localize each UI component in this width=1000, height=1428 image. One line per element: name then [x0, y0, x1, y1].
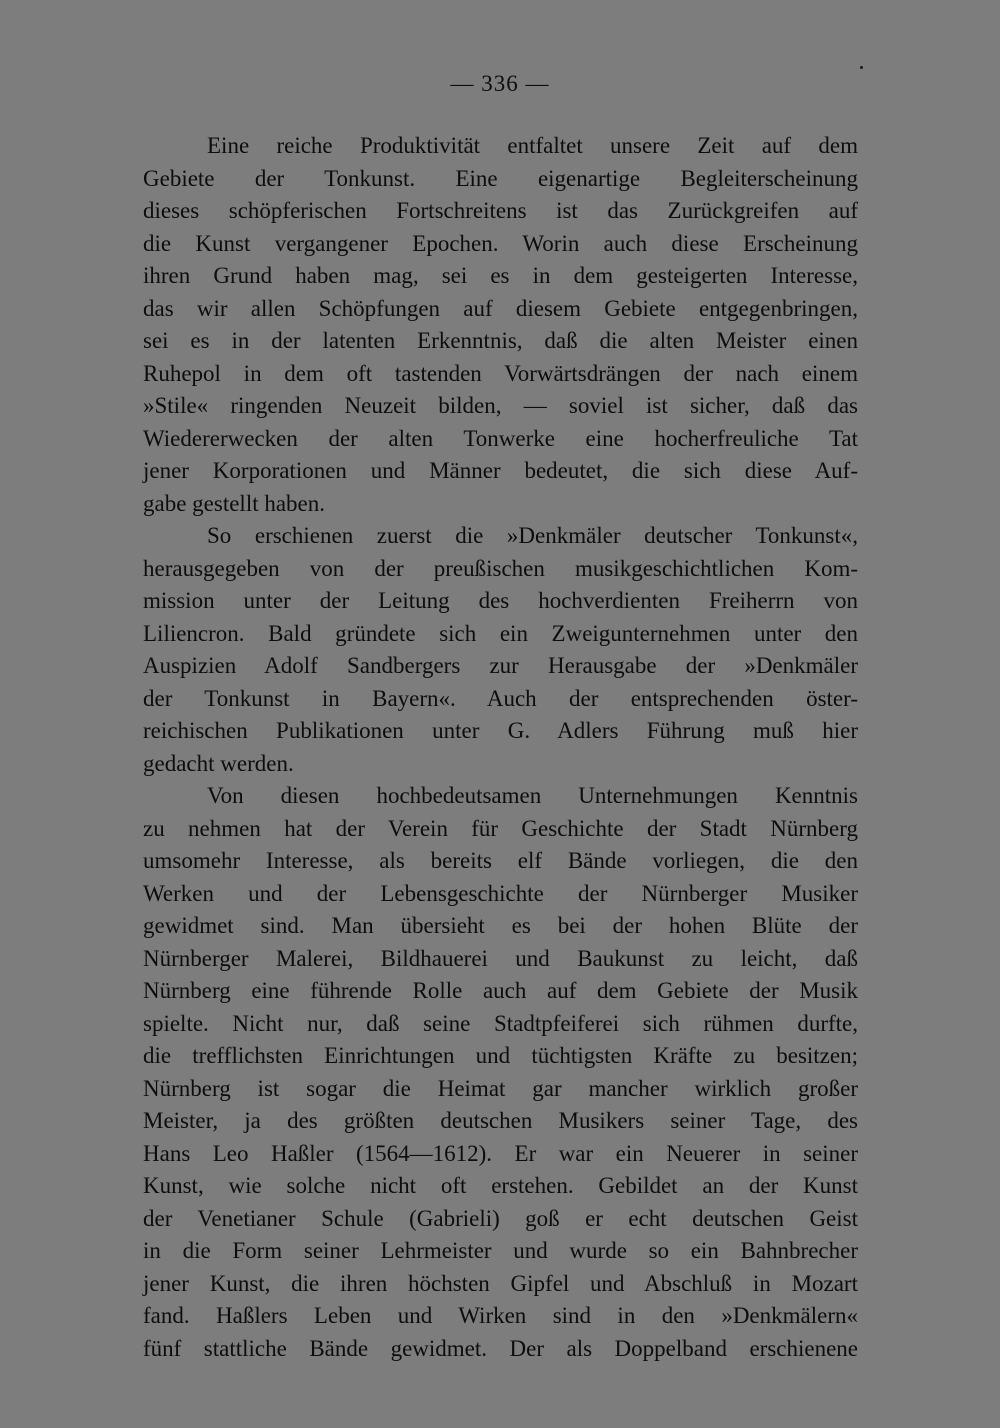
text-line: gabe gestellt haben.: [143, 490, 326, 516]
text-line: ihren Grund haben mag, sei es in dem gesteigerten Interesse,: [143, 263, 858, 288]
text-line: fand. Haßlers Leben und Wirken sind in den »Denkmälern«: [143, 1303, 858, 1328]
text-line: Werken und der Lebensgeschichte der Nürnberger Musiker: [143, 880, 858, 906]
paragraph-1: [143, 130, 858, 520]
text-line: Nürnberg eine führende Rolle auch auf dem Gebiete der Musik: [143, 978, 858, 1003]
text-line: sei es in der latenten Erkenntnis, daß die alten Meister einen: [143, 328, 858, 353]
text-line: die trefflichsten Einrichtungen und tüchtigsten Kräfte zu besitzen;: [143, 1043, 858, 1068]
text-line: mission unter der Leitung des hochverdienten Freiherrn von: [143, 588, 858, 613]
text-line: umsomehr Interesse, als bereits elf Bände vorliegen, die den: [143, 848, 858, 873]
page-number: — 336 —: [450, 71, 550, 96]
scan-speck: [860, 66, 863, 69]
text-line: Meister, ja des größten deutschen Musikers seiner Tage, des: [143, 1108, 858, 1133]
text-line: zu nehmen hat der Verein für Geschichte der Stadt Nürnberg: [143, 815, 858, 841]
text-line: Auspizien Adolf Sandbergers zur Herausgabe der »Denkmäler: [143, 653, 858, 678]
text-line: das wir allen Schöpfungen auf diesem Gebiete entgegenbringen,: [143, 295, 858, 321]
text-line: herausgegeben von der preußischen musikgeschichtlichen Kom-: [143, 555, 858, 581]
text-line: Nürnberg ist sogar die Heimat gar mancher wirklich großer: [143, 1075, 858, 1101]
text-line: »Stile« ringenden Neuzeit bilden, — soviel ist sicher, daß das: [143, 393, 858, 418]
text-line: jener Kunst, die ihren höchsten Gipfel und Abschluß in Mozart: [143, 1270, 858, 1296]
text-line: die Kunst vergangener Epochen. Worin auch diese Erscheinung: [143, 230, 858, 256]
text-line: spielte. Nicht nur, daß seine Stadtpfeiferei sich rühmen durfte,: [143, 1010, 858, 1036]
text-line: So erschienen zuerst die »Denkmäler deutscher Tonkunst«,: [207, 523, 858, 548]
text-line: der Venetianer Schule (Gabrieli) goß er echt deutschen Geist: [143, 1205, 858, 1231]
text-line: Kunst, wie solche nicht oft erstehen. Gebildet an der Kunst: [143, 1173, 858, 1198]
paragraph-3: [143, 780, 858, 1365]
paragraph-2: [143, 520, 858, 780]
text-line: Nürnberger Malerei, Bildhauerei und Baukunst zu leicht, daß: [143, 945, 858, 971]
text-line: jener Korporationen und Männer bedeutet, die sich diese Auf-: [143, 458, 858, 483]
text-line: fünf stattliche Bände gewidmet. Der als Doppelband erschienene: [143, 1335, 858, 1361]
text-line: Eine reiche Produktivität entfaltet unsere Zeit auf dem: [207, 133, 858, 158]
text-line: dieses schöpferischen Fortschreitens ist das Zurückgreifen auf: [143, 198, 858, 223]
text-line: Hans Leo Haßler (1564—1612). Er war ein Neuerer in seiner: [143, 1140, 858, 1166]
text-line: Gebiete der Tonkunst. Eine eigenartige Begleiterscheinung: [143, 165, 858, 191]
text-line: reichischen Publikationen unter G. Adlers Führung muß hier: [143, 718, 858, 743]
text-line: gewidmet sind. Man übersieht es bei der hohen Blüte der: [143, 913, 858, 938]
text-line: Von diesen hochbedeutsamen Unternehmungen Kenntnis: [207, 783, 858, 808]
text-line: Wiedererwecken der alten Tonwerke eine hocherfreuliche Tat: [143, 425, 858, 451]
body-text: [143, 130, 858, 1365]
text-line: gedacht werden.: [143, 750, 294, 776]
text-line: der Tonkunst in Bayern«. Auch der entsprechenden öster-: [143, 685, 858, 711]
text-line: Ruhepol in dem oft tastenden Vorwärtsdrängen der nach einem: [143, 360, 858, 386]
text-line: in die Form seiner Lehrmeister und wurde so ein Bahnbrecher: [143, 1238, 858, 1263]
text-line: Liliencron. Bald gründete sich ein Zweigunternehmen unter den: [143, 620, 858, 646]
